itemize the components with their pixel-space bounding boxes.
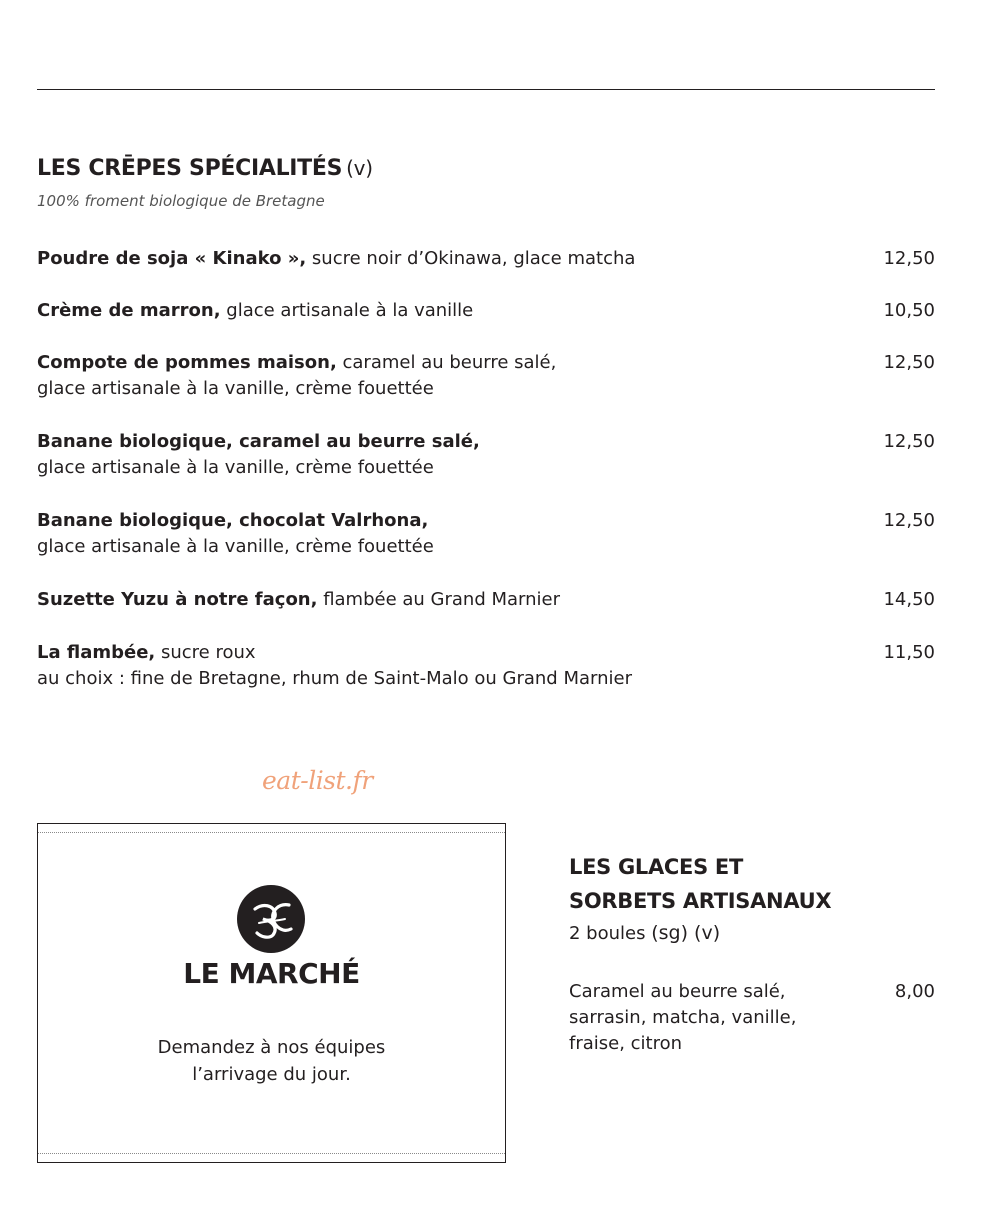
menu-item-name: Suzette Yuzu à notre façon, (37, 589, 318, 610)
crepes-title-text: LES CRĒPES SPÉCIALITÉS (37, 156, 343, 181)
menu-item-detail: sucre roux (155, 642, 256, 663)
menu-item-description (37, 640, 817, 692)
le-marche-text (38, 1034, 505, 1088)
dotted-divider (38, 832, 505, 833)
menu-item-name: Banane biologique, caramel au beurre salé, (37, 431, 480, 452)
menu-item-price: 12,50 (883, 352, 935, 373)
menu-item-detail-line2: glace artisanale à la vanille, crème fouettée (37, 536, 434, 557)
le-marche-box (37, 823, 506, 1163)
menu-item-detail: glace artisanale à la vanille (220, 300, 474, 321)
menu-item-description (37, 298, 817, 324)
watermark: eat-list.fr (262, 766, 373, 795)
menu-item (37, 640, 935, 692)
vegetarian-tag: (v) (346, 156, 373, 180)
crepes-subtitle: 100% froment biologique de Bretagne (37, 192, 325, 210)
glaces-flavors (569, 979, 839, 1057)
menu-item-description (37, 429, 817, 481)
menu-item-detail-line2: au choix : fine de Bretagne, rhum de Saint-Malo ou Grand Marnier (37, 668, 632, 689)
glaces-subtitle (569, 922, 720, 944)
menu-item-name: Crème de marron, (37, 300, 221, 321)
menu-item-detail-line2: glace artisanale à la vanille, crème fouettée (37, 457, 434, 478)
menu-item-detail: sucre noir d’Okinawa, glace matcha (306, 248, 636, 269)
menu-item-description (37, 350, 817, 402)
le-marche-brand: LE MARCHÉ (183, 957, 360, 990)
le-marche-text-line2: l’arrivage du jour. (192, 1064, 351, 1085)
menu-item-description (37, 508, 817, 560)
glaces-title-line1: LES GLACES ET (569, 855, 743, 879)
menu-item (37, 587, 935, 613)
menu-item-name: Compote de pommes maison, (37, 352, 337, 373)
glaces-flavors-line2: sarrasin, matcha, vanille, (569, 1007, 797, 1028)
le-marche-logo-icon (237, 885, 305, 953)
menu-item-detail-line2: glace artisanale à la vanille, crème fouettée (37, 378, 434, 399)
menu-item-name: Banane biologique, chocolat Valrhona, (37, 510, 429, 531)
glaces-flavors-line3: fraise, citron (569, 1033, 683, 1054)
menu-item-price: 12,50 (883, 431, 935, 452)
menu-item (37, 508, 935, 560)
glaces-tags: (sg) (v) (651, 922, 721, 944)
menu-item-price: 11,50 (883, 642, 935, 663)
menu-item-price: 12,50 (883, 510, 935, 531)
glaces-flavors-line1: Caramel au beurre salé, (569, 981, 786, 1002)
menu-item-price: 12,50 (883, 248, 935, 269)
menu-item (37, 429, 935, 481)
menu-item-price: 14,50 (883, 589, 935, 610)
menu-item (37, 298, 935, 324)
glaces-subtitle-text: 2 boules (569, 923, 646, 944)
menu-item (37, 350, 935, 402)
menu-item-name: Poudre de soja « Kinako », (37, 248, 307, 269)
menu-item-description (37, 587, 817, 613)
menu-item-name: La flambée, (37, 642, 156, 663)
menu-item (37, 246, 935, 272)
menu-item-price: 10,50 (883, 300, 935, 321)
glaces-title-line2: SORBETS ARTISANAUX (569, 889, 832, 913)
glaces-section-title (569, 850, 831, 918)
le-marche-text-line1: Demandez à nos équipes (157, 1037, 386, 1058)
menu-item-detail: flambée au Grand Marnier (317, 589, 561, 610)
menu-item-description (37, 246, 817, 272)
dotted-divider (38, 1153, 505, 1154)
menu-item-detail: caramel au beurre salé, (336, 352, 557, 373)
glaces-price: 8,00 (894, 981, 935, 1002)
crepes-section-title (37, 156, 373, 181)
top-divider (37, 89, 935, 90)
